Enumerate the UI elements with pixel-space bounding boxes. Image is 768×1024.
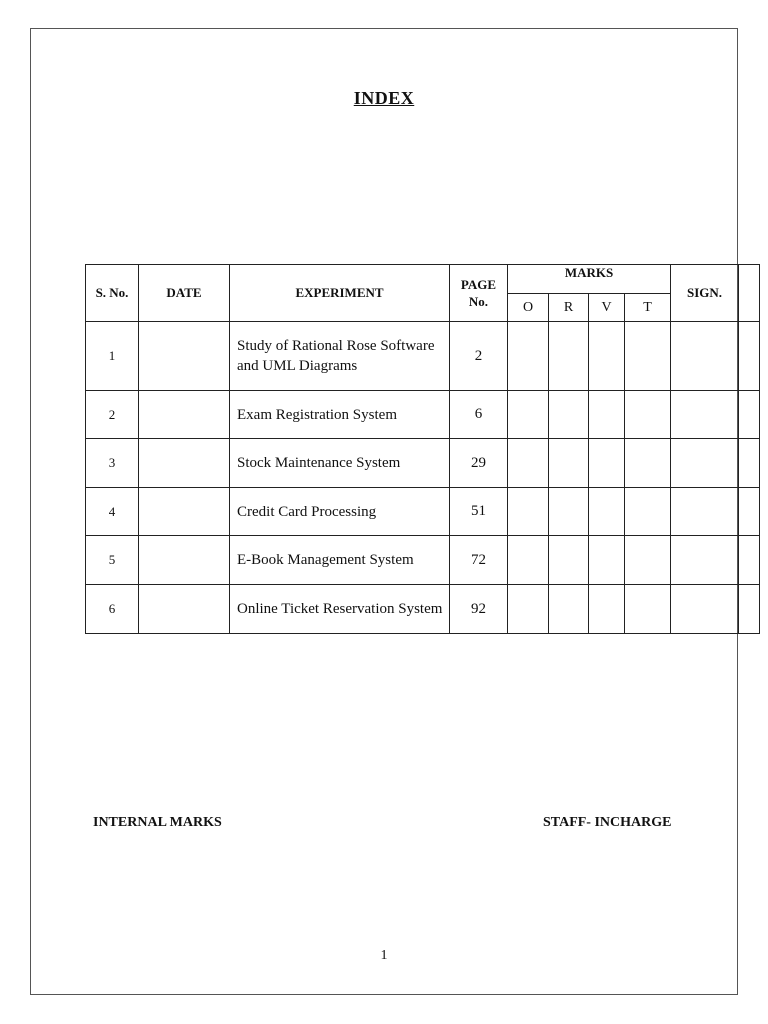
row-sno: 5 (86, 536, 139, 585)
page-number: 1 (380, 948, 388, 963)
row-mark-o (508, 488, 549, 536)
row-sign (671, 322, 739, 391)
row-mark-r (549, 322, 589, 391)
row-experiment: Credit Card Processing (230, 488, 450, 536)
row-mark-t (625, 536, 671, 585)
header-experiment: EXPERIMENT (230, 265, 450, 322)
header-marks: MARKS (508, 265, 671, 294)
table-row (86, 536, 760, 585)
row-date (139, 439, 230, 488)
row-date (139, 536, 230, 585)
row-page: 6 (450, 391, 508, 439)
row-sno: 3 (86, 439, 139, 488)
index-table (85, 264, 760, 634)
row-experiment: Online Ticket Reservation System (230, 585, 450, 634)
row-mark-o (508, 536, 549, 585)
row-extra (739, 488, 760, 536)
row-page: 51 (450, 488, 508, 536)
row-mark-v (589, 585, 625, 634)
row-mark-v (589, 391, 625, 439)
row-sno: 4 (86, 488, 139, 536)
row-mark-o (508, 585, 549, 634)
header-extra-cell (739, 265, 760, 322)
row-mark-r (549, 536, 589, 585)
row-mark-r (549, 439, 589, 488)
row-mark-v (589, 488, 625, 536)
row-mark-t (625, 585, 671, 634)
table-row (86, 439, 760, 488)
internal-marks-label: INTERNAL MARKS (93, 815, 222, 830)
header-marks-o: O (508, 294, 549, 322)
row-mark-o (508, 322, 549, 391)
header-page-text: PAGE No. (460, 277, 497, 309)
row-mark-r (549, 585, 589, 634)
row-mark-t (625, 322, 671, 391)
row-mark-r (549, 391, 589, 439)
row-sign (671, 439, 739, 488)
row-mark-t (625, 488, 671, 536)
row-mark-o (508, 391, 549, 439)
row-sno: 6 (86, 585, 139, 634)
row-mark-r (549, 488, 589, 536)
row-date (139, 488, 230, 536)
row-page: 2 (450, 322, 508, 391)
row-sign (671, 488, 739, 536)
header-marks-t: T (625, 294, 671, 322)
row-extra (739, 439, 760, 488)
table-row (86, 488, 760, 536)
row-page: 92 (450, 585, 508, 634)
row-sign (671, 391, 739, 439)
row-mark-v (589, 439, 625, 488)
row-sno: 2 (86, 391, 139, 439)
header-sign: SIGN. (671, 265, 739, 322)
table-row (86, 391, 760, 439)
row-experiment: Stock Maintenance System (230, 439, 450, 488)
row-date (139, 322, 230, 391)
header-page-no (450, 265, 508, 322)
row-page: 29 (450, 439, 508, 488)
table-row (86, 585, 760, 634)
row-page: 72 (450, 536, 508, 585)
row-experiment: Study of Rational Rose Software and UML Diagrams (230, 322, 450, 391)
row-experiment: Exam Registration System (230, 391, 450, 439)
row-mark-v (589, 536, 625, 585)
row-mark-v (589, 322, 625, 391)
staff-incharge-label: STAFF- INCHARGE (543, 815, 672, 830)
row-mark-t (625, 439, 671, 488)
header-marks-r: R (549, 294, 589, 322)
header-marks-v: V (589, 294, 625, 322)
row-sign (671, 536, 739, 585)
row-sign (671, 585, 739, 634)
table-row (86, 322, 760, 391)
row-experiment: E-Book Management System (230, 536, 450, 585)
row-date (139, 391, 230, 439)
page-title: INDEX (353, 88, 415, 108)
row-extra (739, 391, 760, 439)
header-sno: S. No. (86, 265, 139, 322)
row-mark-t (625, 391, 671, 439)
row-extra (739, 322, 760, 391)
row-date (139, 585, 230, 634)
header-row (86, 265, 760, 294)
row-extra (739, 585, 760, 634)
row-sno: 1 (86, 322, 139, 391)
row-extra (739, 536, 760, 585)
row-mark-o (508, 439, 549, 488)
header-date: DATE (139, 265, 230, 322)
